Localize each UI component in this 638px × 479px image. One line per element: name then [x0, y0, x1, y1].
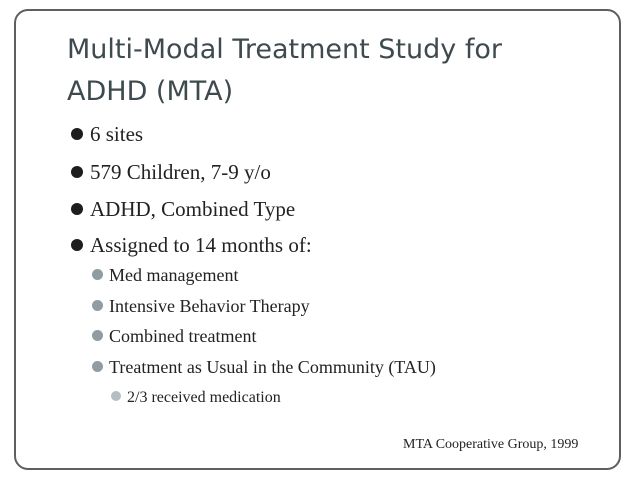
sub-bullet-dot-icon: [92, 300, 103, 311]
sub-bullet-item: [92, 264, 238, 286]
bullet-dot-icon: [71, 239, 83, 251]
slide-title: Multi-Modal Treatment Study for ADHD (MTA): [67, 34, 502, 107]
sub-sub-bullet-item: [111, 388, 281, 408]
bullet-dot-icon: [71, 166, 83, 178]
bullet-text: ADHD, Combined Type: [90, 197, 296, 221]
sub-bullet-item: [92, 325, 256, 347]
sub-sub-bullet-text: 2/3 received medication: [127, 389, 281, 406]
citation: MTA Cooperative Group, 1999: [403, 437, 579, 452]
bullet-item: [71, 160, 271, 184]
bullet-text: 6 sites: [90, 122, 144, 146]
bullet-text: 579 Children, 7-9 y/o: [90, 160, 271, 184]
sub-sub-bullet-dot-icon: [111, 391, 121, 401]
sub-bullet-text: Combined treatment: [109, 326, 257, 346]
sub-bullet-dot-icon: [92, 330, 103, 341]
bullet-text: Assigned to 14 months of:: [90, 233, 312, 257]
bullet-item: [71, 233, 312, 257]
sub-bullet-dot-icon: [92, 361, 103, 372]
sub-bullet-dot-icon: [92, 269, 103, 280]
bullet-item: [71, 197, 295, 221]
sub-bullet-item: [92, 356, 436, 378]
sub-bullet-text: Med management: [109, 265, 239, 285]
bullet-dot-icon: [71, 128, 83, 140]
sub-bullet-text: Treatment as Usual in the Community (TAU): [109, 357, 436, 377]
sub-bullet-item: [92, 295, 310, 317]
bullet-item: [71, 122, 143, 146]
bullet-dot-icon: [71, 203, 83, 215]
sub-bullet-text: Intensive Behavior Therapy: [109, 296, 310, 316]
